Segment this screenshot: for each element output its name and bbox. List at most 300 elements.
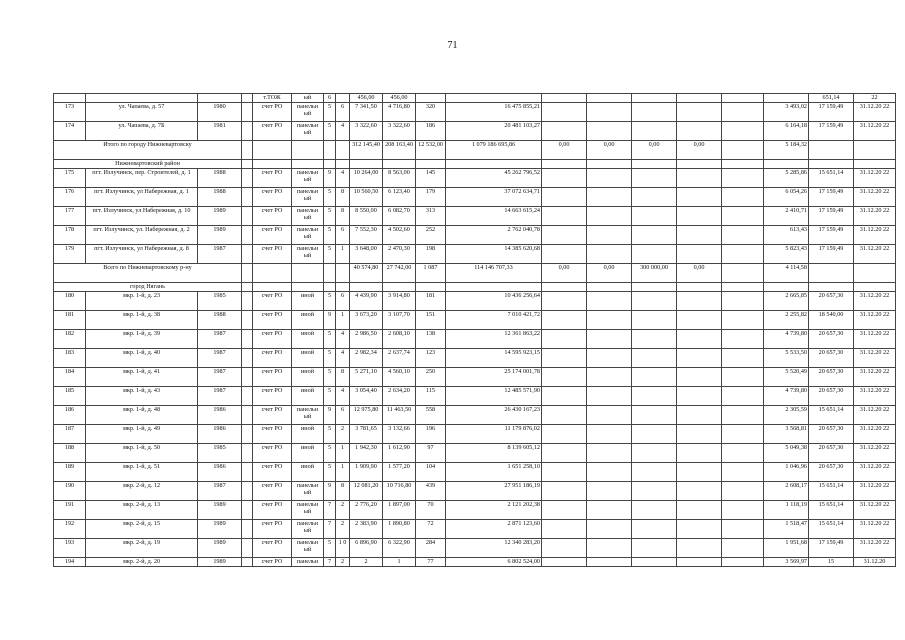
blank-cell	[242, 387, 253, 406]
cost-col-2	[587, 103, 632, 122]
blank-cell	[242, 264, 253, 283]
table-row	[54, 482, 896, 501]
specific-cost: 5 184,32	[764, 141, 809, 160]
cost-col-3	[632, 482, 677, 501]
build-year: 1989	[198, 539, 242, 558]
wall-material: иной	[292, 387, 324, 406]
total-area: 312 145,40	[350, 141, 383, 160]
living-area: 3 107,70	[383, 311, 416, 330]
residents: 196	[416, 425, 446, 444]
floors: 9	[324, 482, 336, 501]
address: пгт. Излучинск, ул Набережная, д. 1	[86, 188, 198, 207]
blank-cell	[253, 264, 292, 283]
total-area: 7 341,50	[350, 103, 383, 122]
table-row	[54, 463, 896, 482]
living-area: 2 637,74	[383, 349, 416, 368]
blank-cell	[350, 283, 383, 292]
limit-cost: 18 540,00	[809, 311, 854, 330]
cost-col-3	[632, 188, 677, 207]
cost-col-4	[677, 207, 722, 226]
repair-cost: 6 802 524,00	[446, 558, 542, 567]
cost-col-2	[587, 444, 632, 463]
table-row	[54, 539, 896, 558]
limit-cost: 17 159,49	[809, 245, 854, 264]
table-row	[54, 330, 896, 349]
cost-col-4	[677, 349, 722, 368]
blank-cell	[242, 463, 253, 482]
wall-material: панельн ый	[292, 169, 324, 188]
residents: 145	[416, 169, 446, 188]
residents: 198	[416, 245, 446, 264]
blank-cell	[242, 207, 253, 226]
blank-cell	[722, 94, 764, 103]
address: мкр. 1-й, д. 38	[86, 311, 198, 330]
build-year: 1986	[198, 463, 242, 482]
table-row	[54, 207, 896, 226]
fund-method: счет РО	[253, 482, 292, 501]
build-year: 1989	[198, 207, 242, 226]
build-year: 1985	[198, 292, 242, 311]
blank-cell	[854, 264, 896, 283]
wall-material: иной	[292, 349, 324, 368]
blank-cell	[722, 368, 764, 387]
build-year: 1987	[198, 245, 242, 264]
wall-material: панельн ый	[292, 188, 324, 207]
living-area: 4 716,80	[383, 103, 416, 122]
floors: 5	[324, 245, 336, 264]
entrances: 1	[336, 444, 350, 463]
address: ул. Чапаева, д. 7Б	[86, 122, 198, 141]
total-area: 3 054,40	[350, 387, 383, 406]
cost-col-1	[542, 406, 587, 425]
living-area: 6 082,70	[383, 207, 416, 226]
fund-method: счет РО	[253, 103, 292, 122]
cost-col-3: 0,00	[632, 141, 677, 160]
floors: 5	[324, 103, 336, 122]
cost-col-1	[542, 226, 587, 245]
wall-material: панельн ый	[292, 406, 324, 425]
blank-cell	[809, 283, 854, 292]
cost-col-1	[542, 368, 587, 387]
blank-cell	[722, 264, 764, 283]
residents: 181	[416, 292, 446, 311]
fund-method: счет РО	[253, 349, 292, 368]
limit-cost: 15 651,14	[809, 482, 854, 501]
wall-material: панельн ый	[292, 103, 324, 122]
floors: 7	[324, 501, 336, 520]
cost-col-3	[632, 169, 677, 188]
repair-cost: 2 762 040,78	[446, 226, 542, 245]
cost-col-1	[542, 311, 587, 330]
repair-cost: 45 262 796,52	[446, 169, 542, 188]
repair-cost: 37 072 634,71	[446, 188, 542, 207]
total-area: 7 552,30	[350, 226, 383, 245]
cost-col-4	[677, 387, 722, 406]
row-number: 188	[54, 444, 86, 463]
build-year: 1987	[198, 482, 242, 501]
planned-end-date: 22	[854, 94, 896, 103]
cost-col-2	[587, 520, 632, 539]
wall-material: панельн ый	[292, 501, 324, 520]
planned-end-date: 31.12.20 22	[854, 406, 896, 425]
cost-col-4	[677, 169, 722, 188]
entrances: 2	[336, 501, 350, 520]
total-area: 1 942,30	[350, 444, 383, 463]
blank-cell	[253, 160, 292, 169]
cost-col-1	[542, 103, 587, 122]
floors: 7	[324, 558, 336, 567]
cost-col-2	[587, 387, 632, 406]
specific-cost: 3 569,97	[764, 558, 809, 567]
living-area: 4 560,10	[383, 368, 416, 387]
row-number: 190	[54, 482, 86, 501]
limit-cost: 15	[809, 558, 854, 567]
limit-cost: 17 159,49	[809, 188, 854, 207]
living-area: 1 890,80	[383, 520, 416, 539]
blank-cell	[242, 444, 253, 463]
wall-material: иной	[292, 425, 324, 444]
cost-col-3	[632, 425, 677, 444]
blank-cell	[242, 311, 253, 330]
total-area: 2	[350, 558, 383, 567]
total-area: 4 439,90	[350, 292, 383, 311]
blank-cell	[722, 501, 764, 520]
floors: 6	[324, 94, 336, 103]
blank-cell	[677, 283, 722, 292]
blank-cell	[722, 387, 764, 406]
blank-cell	[722, 226, 764, 245]
residents: 320	[416, 103, 446, 122]
blank-cell	[324, 264, 336, 283]
blank-cell	[764, 160, 809, 169]
cost-col-2	[587, 94, 632, 103]
build-year: 1986	[198, 406, 242, 425]
entrances: 6	[336, 103, 350, 122]
table-row	[54, 94, 896, 103]
blank-cell	[587, 160, 632, 169]
blank-cell	[292, 283, 324, 292]
floors: 5	[324, 330, 336, 349]
cost-col-2: 0,00	[587, 264, 632, 283]
blank-cell	[242, 160, 253, 169]
specific-cost	[764, 94, 809, 103]
limit-cost: 17 159,49	[809, 122, 854, 141]
wall-material: панельн ый	[292, 539, 324, 558]
cost-col-3	[632, 406, 677, 425]
wall-material: иной	[292, 368, 324, 387]
blank-cell	[722, 463, 764, 482]
living-area: 6 123,40	[383, 188, 416, 207]
row-number: 178	[54, 226, 86, 245]
repair-cost: 11 179 876,02	[446, 425, 542, 444]
cost-col-4	[677, 463, 722, 482]
blank-cell	[416, 283, 446, 292]
blank-cell	[722, 141, 764, 160]
cost-col-1	[542, 292, 587, 311]
fund-method: счет РО	[253, 387, 292, 406]
build-year: 1987	[198, 330, 242, 349]
build-year: 1988	[198, 311, 242, 330]
blank-cell	[722, 188, 764, 207]
living-area: 2 470,30	[383, 245, 416, 264]
address: мкр. 2-й, д. 12	[86, 482, 198, 501]
address: мкр. 1-й, д. 23	[86, 292, 198, 311]
entrances: 1	[336, 311, 350, 330]
cost-col-2	[587, 501, 632, 520]
repair-cost: 20 481 103,27	[446, 122, 542, 141]
limit-cost: 15 651,14	[809, 501, 854, 520]
repair-cost: 1 651 258,10	[446, 463, 542, 482]
build-year: 1989	[198, 501, 242, 520]
living-area: 1	[383, 558, 416, 567]
limit-cost: 20 657,30	[809, 444, 854, 463]
blank-cell	[722, 330, 764, 349]
row-number: 189	[54, 463, 86, 482]
row-number: 174	[54, 122, 86, 141]
row-number: 179	[54, 245, 86, 264]
address: пгт. Излучинск, ул Набережная, д. 8	[86, 245, 198, 264]
residents: 558	[416, 406, 446, 425]
fund-method: счет РО	[253, 207, 292, 226]
table-row	[54, 558, 896, 567]
blank-cell	[242, 141, 253, 160]
cost-col-4	[677, 330, 722, 349]
blank-cell	[242, 169, 253, 188]
build-year: 1986	[198, 425, 242, 444]
blank-cell	[542, 160, 587, 169]
entrances: 8	[336, 207, 350, 226]
wall-material: иной	[292, 311, 324, 330]
blank-cell	[446, 160, 542, 169]
repair-cost: 27 951 186,19	[446, 482, 542, 501]
entrances: 4	[336, 122, 350, 141]
row-number: 181	[54, 311, 86, 330]
row-number: 184	[54, 368, 86, 387]
floors: 5	[324, 292, 336, 311]
table-row	[54, 311, 896, 330]
entrances: 4	[336, 387, 350, 406]
blank-cell	[242, 103, 253, 122]
cost-col-2	[587, 539, 632, 558]
table-row	[54, 349, 896, 368]
planned-end-date: 31.12.20 22	[854, 444, 896, 463]
blank-cell	[292, 160, 324, 169]
cost-col-4	[677, 103, 722, 122]
limit-cost: 15 651,14	[809, 169, 854, 188]
fund-method: счет РО	[253, 292, 292, 311]
repair-cost: 12 340 283,20	[446, 539, 542, 558]
planned-end-date: 31.12.20 22	[854, 387, 896, 406]
residents: 284	[416, 539, 446, 558]
cost-col-3	[632, 207, 677, 226]
specific-cost: 5 823,43	[764, 245, 809, 264]
entrances: 2	[336, 558, 350, 567]
blank-cell	[722, 283, 764, 292]
specific-cost: 1 118,19	[764, 501, 809, 520]
fund-method: счет РО	[253, 226, 292, 245]
planned-end-date: 31.12.20 22	[854, 122, 896, 141]
total-area: 10 560,50	[350, 188, 383, 207]
repair-cost: 12 485 571,90	[446, 387, 542, 406]
total-area: 456,00	[350, 94, 383, 103]
fund-method: т.ТОЖ	[253, 94, 292, 103]
row-number: 186	[54, 406, 86, 425]
specific-cost: 5 049,38	[764, 444, 809, 463]
build-year: 1981	[198, 122, 242, 141]
blank-cell	[722, 292, 764, 311]
cost-col-1	[542, 463, 587, 482]
limit-cost: 20 657,30	[809, 330, 854, 349]
address: мкр. 2-й, д. 20	[86, 558, 198, 567]
cost-col-2	[587, 245, 632, 264]
total-area: 6 896,90	[350, 539, 383, 558]
total-area: 2 383,90	[350, 520, 383, 539]
planned-end-date: 31.12.20 22	[854, 245, 896, 264]
fund-method: счет РО	[253, 558, 292, 567]
blank-cell	[242, 349, 253, 368]
cost-col-4	[677, 425, 722, 444]
living-area: 10 716,80	[383, 482, 416, 501]
repair-cost: 25 174 001,78	[446, 368, 542, 387]
residents: 1 087	[416, 264, 446, 283]
specific-cost: 4 739,80	[764, 330, 809, 349]
address: мкр. 2-й, д. 15	[86, 520, 198, 539]
repair-cost: 7 010 421,72	[446, 311, 542, 330]
limit-cost: 17 159,49	[809, 226, 854, 245]
fund-method: счет РО	[253, 539, 292, 558]
floors: 5	[324, 539, 336, 558]
specific-cost: 5 533,50	[764, 349, 809, 368]
cost-col-2	[587, 207, 632, 226]
limit-cost: 15 651,14	[809, 406, 854, 425]
address: мкр. 1-й, д. 51	[86, 463, 198, 482]
cost-col-1	[542, 94, 587, 103]
wall-material: иной	[292, 330, 324, 349]
repair-cost: 10 436 256,64	[446, 292, 542, 311]
limit-cost: 20 657,30	[809, 292, 854, 311]
limit-cost: 20 657,30	[809, 368, 854, 387]
blank-cell	[722, 520, 764, 539]
planned-end-date: 31.12.20	[854, 558, 896, 567]
blank-cell	[292, 141, 324, 160]
planned-end-date: 31.12.20 22	[854, 368, 896, 387]
planned-end-date: 31.12.20 22	[854, 207, 896, 226]
cost-col-4	[677, 292, 722, 311]
row-number: 183	[54, 349, 86, 368]
cost-col-2	[587, 425, 632, 444]
build-year: 1985	[198, 444, 242, 463]
repair-cost: 14 595 923,15	[446, 349, 542, 368]
fund-method: счет РО	[253, 406, 292, 425]
row-number: 176	[54, 188, 86, 207]
entrances: 4	[336, 330, 350, 349]
repair-cost: 114 146 707,33	[446, 264, 542, 283]
total-area: 2 982,34	[350, 349, 383, 368]
table-row	[54, 245, 896, 264]
floors: 7	[324, 520, 336, 539]
row-number: 175	[54, 169, 86, 188]
row-number: 187	[54, 425, 86, 444]
page-number: 71	[447, 40, 458, 51]
residents: 115	[416, 387, 446, 406]
cost-col-1	[542, 539, 587, 558]
floors: 9	[324, 311, 336, 330]
blank-cell	[722, 444, 764, 463]
blank-cell	[242, 122, 253, 141]
blank-cell	[416, 160, 446, 169]
living-area: 1 577,20	[383, 463, 416, 482]
cost-col-3	[632, 245, 677, 264]
row-number: 194	[54, 558, 86, 567]
cost-col-3	[632, 558, 677, 567]
entrances: 1	[336, 245, 350, 264]
limit-cost: 20 657,30	[809, 387, 854, 406]
planned-end-date: 31.12.20 22	[854, 292, 896, 311]
address: мкр. 1-й, д. 40	[86, 349, 198, 368]
floors: 5	[324, 226, 336, 245]
fund-method: счет РО	[253, 501, 292, 520]
blank-cell	[722, 558, 764, 567]
blank-cell	[722, 406, 764, 425]
planned-end-date: 31.12.20 22	[854, 539, 896, 558]
blank-cell	[722, 482, 764, 501]
row-number	[54, 94, 86, 103]
cost-col-2	[587, 330, 632, 349]
floors: 9	[324, 169, 336, 188]
build-year: 1987	[198, 387, 242, 406]
planned-end-date: 31.12.20 22	[854, 349, 896, 368]
build-year: 1987	[198, 349, 242, 368]
repair-cost: 16 475 855,21	[446, 103, 542, 122]
cost-col-4: 0,00	[677, 264, 722, 283]
repair-cost: 2 121 202,38	[446, 501, 542, 520]
entrances: 1 0	[336, 539, 350, 558]
floors: 5	[324, 444, 336, 463]
build-year: 1988	[198, 188, 242, 207]
total-area: 2 986,50	[350, 330, 383, 349]
living-area: 208 163,40	[383, 141, 416, 160]
blank-cell	[242, 226, 253, 245]
address: мкр. 1-й, д. 39	[86, 330, 198, 349]
cost-col-3	[632, 292, 677, 311]
floors: 5	[324, 349, 336, 368]
cost-col-2	[587, 558, 632, 567]
build-year: 1989	[198, 558, 242, 567]
limit-cost: 20 657,30	[809, 463, 854, 482]
blank-cell	[722, 103, 764, 122]
cost-col-2	[587, 349, 632, 368]
residents: 104	[416, 463, 446, 482]
repair-cost: 26 430 167,23	[446, 406, 542, 425]
blank-cell	[336, 160, 350, 169]
blank-cell	[542, 283, 587, 292]
cost-col-1: 0,00	[542, 264, 587, 283]
cost-col-2	[587, 406, 632, 425]
residents: 186	[416, 122, 446, 141]
cost-col-1	[542, 245, 587, 264]
address: мкр. 1-й, д. 43	[86, 387, 198, 406]
cost-col-3	[632, 501, 677, 520]
residents: 70	[416, 501, 446, 520]
blank-cell	[242, 482, 253, 501]
residents: 12 532,00	[416, 141, 446, 160]
specific-cost: 1 046,96	[764, 463, 809, 482]
address: ул. Чапаева, д. 57	[86, 103, 198, 122]
cost-col-4	[677, 122, 722, 141]
table-row	[54, 520, 896, 539]
planned-end-date: 31.12.20 22	[854, 188, 896, 207]
cost-col-4	[677, 226, 722, 245]
